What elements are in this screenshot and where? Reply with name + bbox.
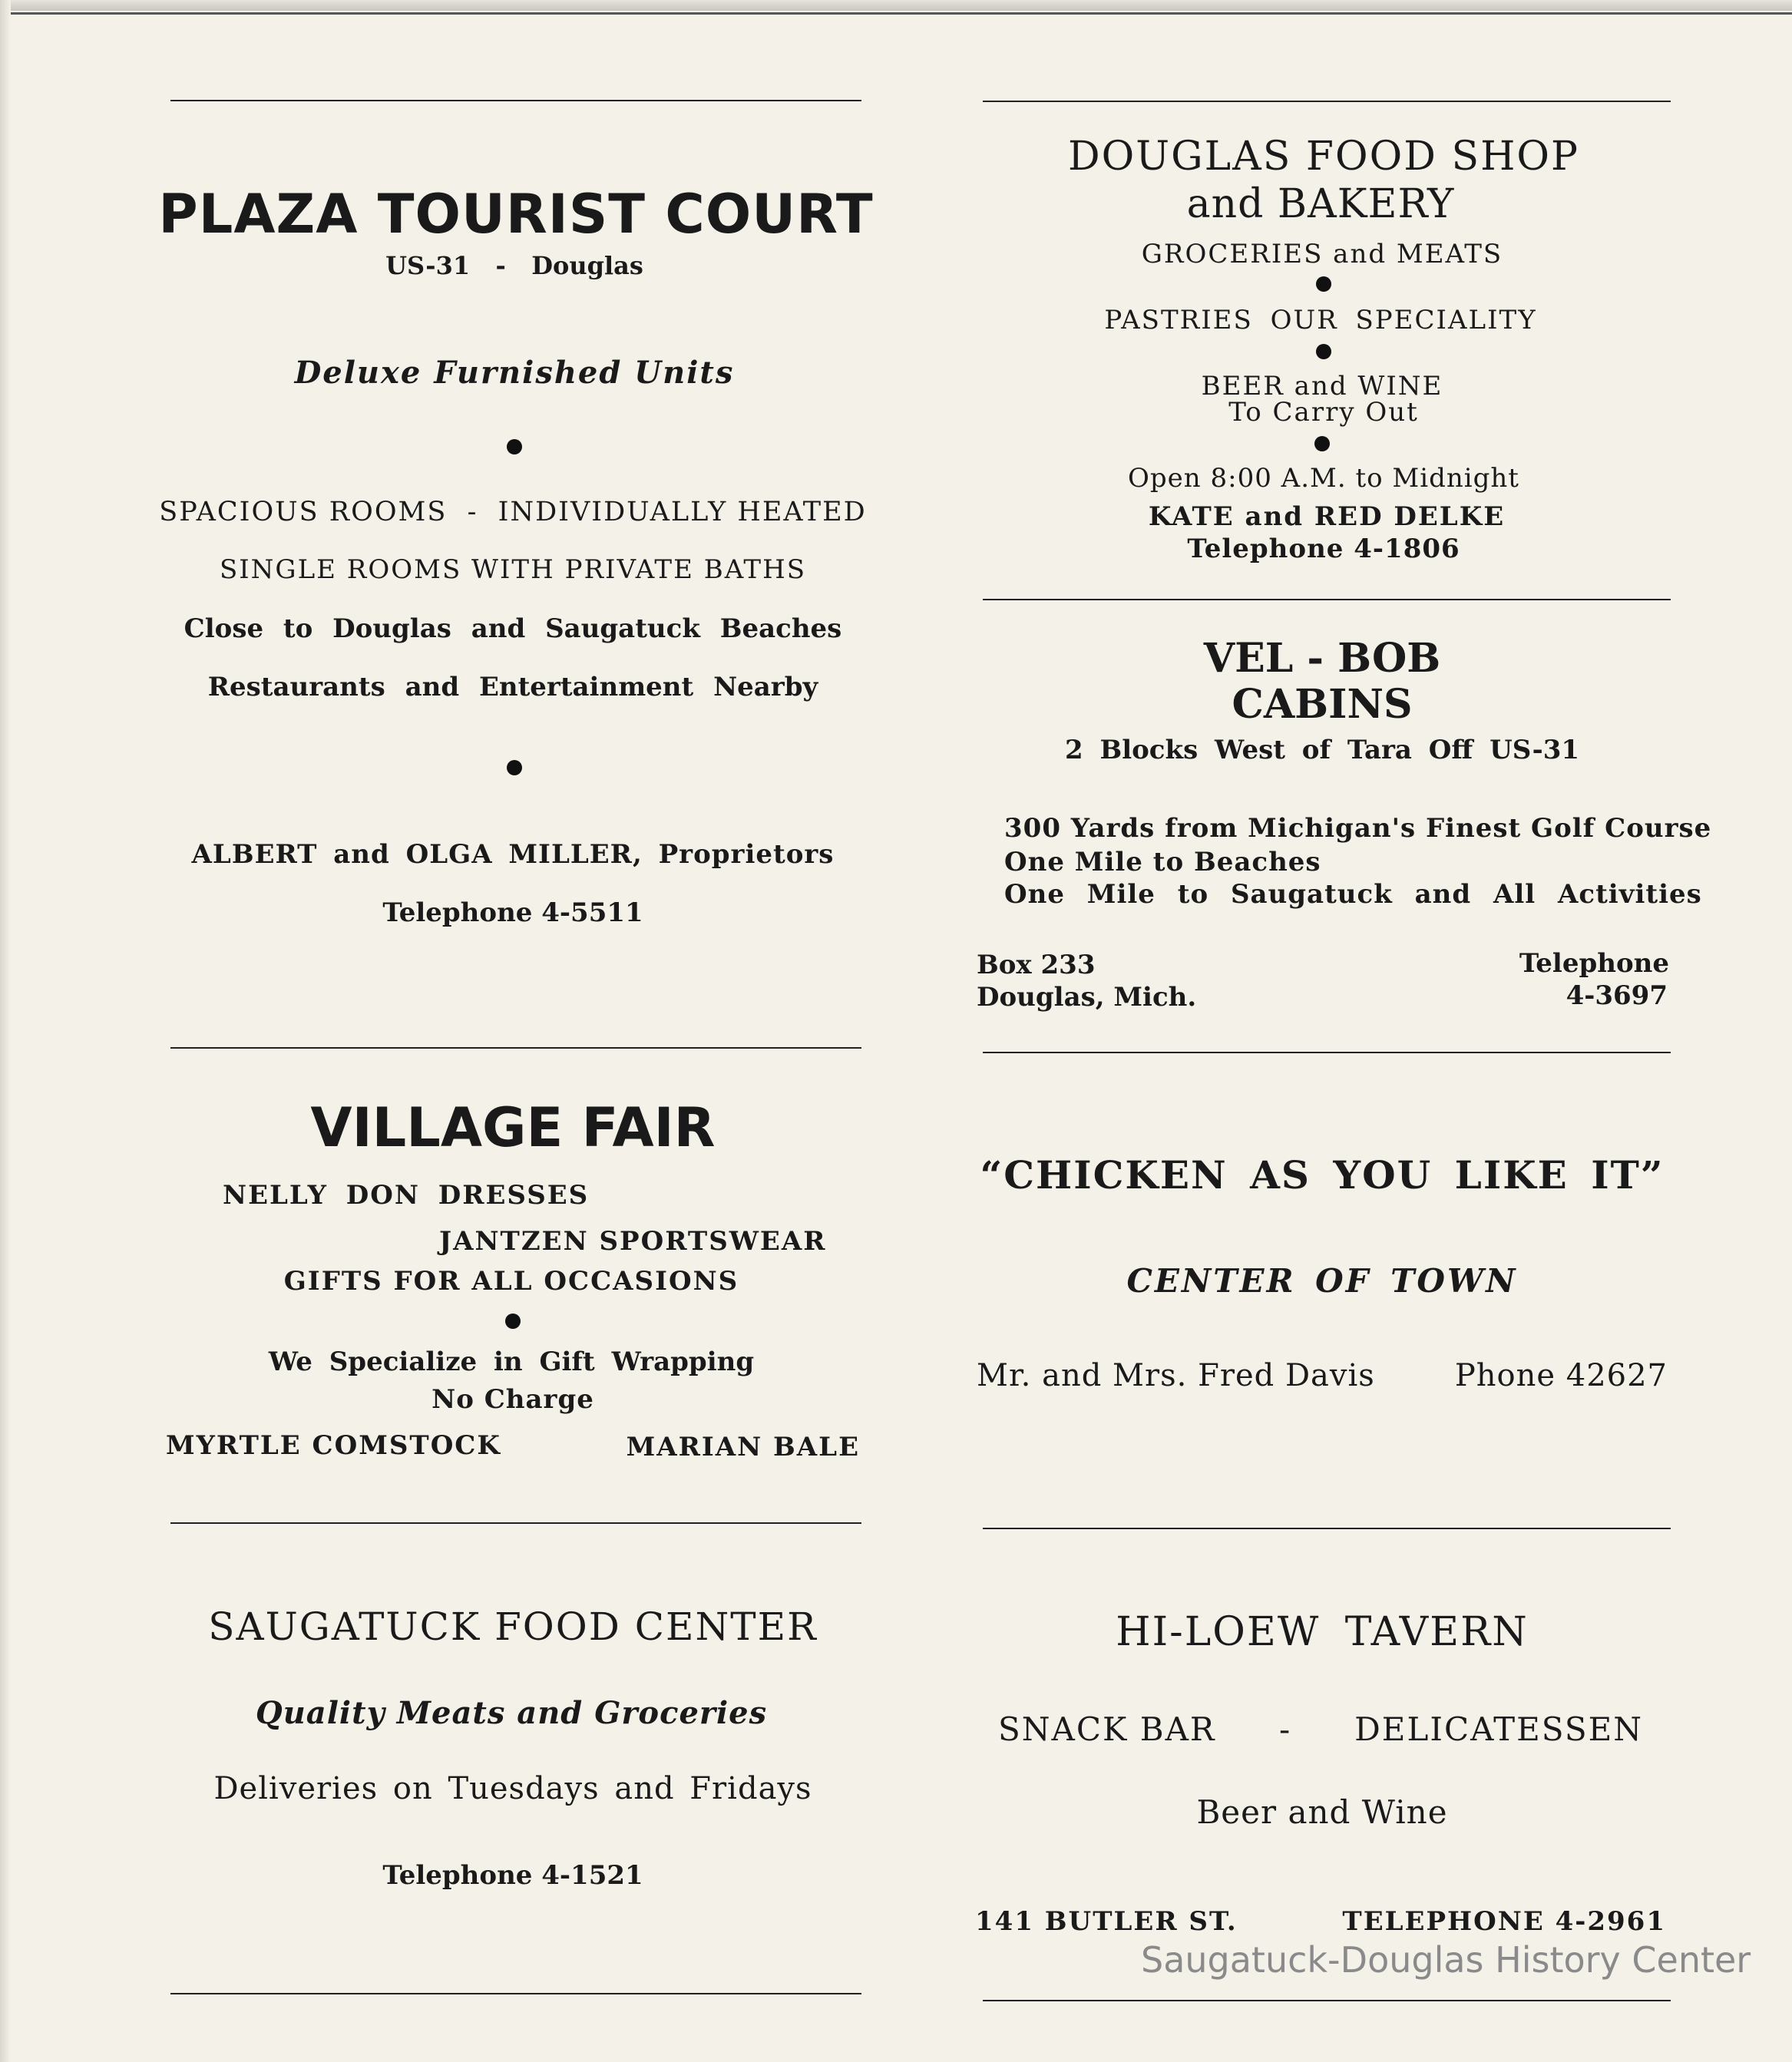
ad-line: Open 8:00 A.M. to Midnight bbox=[1128, 463, 1519, 494]
ad-telephone: 4-3697 bbox=[1566, 980, 1668, 1011]
rule-left-2 bbox=[170, 1047, 861, 1049]
ad-title: HI-LOEW TAVERN bbox=[1116, 1609, 1529, 1655]
rule-right-4 bbox=[983, 1528, 1671, 1529]
ad-title: VILLAGE FAIR bbox=[310, 1096, 716, 1159]
rule-right-2 bbox=[983, 599, 1671, 600]
ad-line: BEER and WINE bbox=[1201, 371, 1443, 401]
page-top-rule bbox=[0, 12, 1792, 15]
ad-location: US-31 - Douglas bbox=[385, 251, 643, 280]
ad-line-deli: DELICATESSEN bbox=[1354, 1710, 1643, 1748]
ad-line: Close to Douglas and Saugatuck Beaches bbox=[183, 613, 842, 644]
ad-proprietors: ALBERT and OLGA MILLER, Proprietors bbox=[191, 839, 835, 870]
ad-line: GROCERIES and MEATS bbox=[1141, 239, 1503, 269]
ad-line: One Mile to Beaches bbox=[1004, 847, 1321, 877]
ad-line: To Carry Out bbox=[1228, 397, 1419, 428]
ad-title: VEL - BOB bbox=[1203, 635, 1441, 682]
ad-line: SPACIOUS ROOMS - INDIVIDUALLY HEATED bbox=[159, 497, 867, 527]
ad-address: 141 BUTLER ST. bbox=[975, 1906, 1238, 1937]
page-top-edge bbox=[0, 0, 1792, 11]
ad-owner-right: MARIAN BALE bbox=[626, 1432, 860, 1462]
ad-line-dash: - bbox=[1279, 1710, 1291, 1748]
rule-right-1 bbox=[983, 101, 1671, 102]
rule-left-1 bbox=[170, 100, 861, 101]
ad-line-snack: SNACK BAR bbox=[998, 1710, 1216, 1748]
bullet-dot bbox=[507, 439, 522, 454]
watermark: Saugatuck-Douglas History Center bbox=[1141, 1939, 1751, 1981]
ad-telephone: TELEPHONE 4-2961 bbox=[1342, 1906, 1666, 1937]
ad-line: SINGLE ROOMS WITH PRIVATE BATHS bbox=[219, 554, 807, 585]
ad-telephone: Telephone 4-1806 bbox=[1187, 534, 1460, 564]
ad-title: PLAZA TOURIST COURT bbox=[158, 183, 874, 246]
bullet-dot bbox=[1316, 276, 1331, 292]
rule-left-4 bbox=[170, 1993, 861, 1994]
ad-line: We Specialize in Gift Wrapping bbox=[268, 1347, 755, 1377]
ad-location: CENTER OF TOWN bbox=[1126, 1262, 1518, 1300]
ad-tagline: Quality Meats and Groceries bbox=[255, 1695, 768, 1731]
ad-owner-left: MYRTLE COMSTOCK bbox=[166, 1430, 501, 1461]
binding-fold bbox=[0, 0, 11, 2062]
ad-title: “CHICKEN AS YOU LIKE IT” bbox=[980, 1152, 1665, 1198]
ad-tagline: Deluxe Furnished Units bbox=[294, 355, 735, 391]
rule-left-3 bbox=[170, 1522, 861, 1524]
rule-right-3 bbox=[983, 1052, 1671, 1053]
ad-line: Deliveries on Tuesdays and Fridays bbox=[213, 1771, 812, 1806]
ad-line: JANTZEN SPORTSWEAR bbox=[439, 1226, 827, 1257]
ad-city: Douglas, Mich. bbox=[977, 982, 1197, 1013]
rule-right-5 bbox=[983, 2000, 1671, 2001]
ad-title-line2: CABINS bbox=[1232, 681, 1413, 728]
ad-title-line2: and BAKERY bbox=[1186, 181, 1455, 227]
ad-owners: Mr. and Mrs. Fred Davis bbox=[977, 1358, 1375, 1393]
bullet-dot bbox=[1314, 436, 1330, 451]
ad-line: NELLY DON DRESSES bbox=[223, 1180, 590, 1211]
ad-location: 2 Blocks West of Tara Off US-31 bbox=[1064, 735, 1580, 765]
ad-telephone-label: Telephone bbox=[1519, 948, 1669, 979]
ad-owners: KATE and RED DELKE bbox=[1148, 501, 1506, 532]
ad-title: SAUGATUCK FOOD CENTER bbox=[208, 1604, 818, 1649]
bullet-dot bbox=[507, 760, 522, 775]
ad-telephone: Phone 42627 bbox=[1454, 1358, 1668, 1393]
ad-telephone: Telephone 4-5511 bbox=[382, 897, 643, 928]
ad-box: Box 233 bbox=[977, 950, 1096, 980]
ad-line: 300 Yards from Michigan's Finest Golf Course bbox=[1004, 813, 1712, 844]
ad-line: Restaurants and Entertainment Nearby bbox=[207, 672, 818, 702]
bullet-dot bbox=[505, 1314, 521, 1329]
bullet-dot bbox=[1316, 344, 1331, 359]
ad-line: No Charge bbox=[431, 1384, 594, 1415]
ad-line: PASTRIES OUR SPECIALITY bbox=[1104, 305, 1537, 335]
ad-line: GIFTS FOR ALL OCCASIONS bbox=[283, 1266, 739, 1297]
ad-line: Beer and Wine bbox=[1196, 1793, 1448, 1831]
ad-telephone: Telephone 4-1521 bbox=[382, 1860, 643, 1891]
ad-line: One Mile to Saugatuck and All Activities bbox=[1004, 879, 1702, 910]
ad-title: DOUGLAS FOOD SHOP bbox=[1067, 134, 1580, 180]
